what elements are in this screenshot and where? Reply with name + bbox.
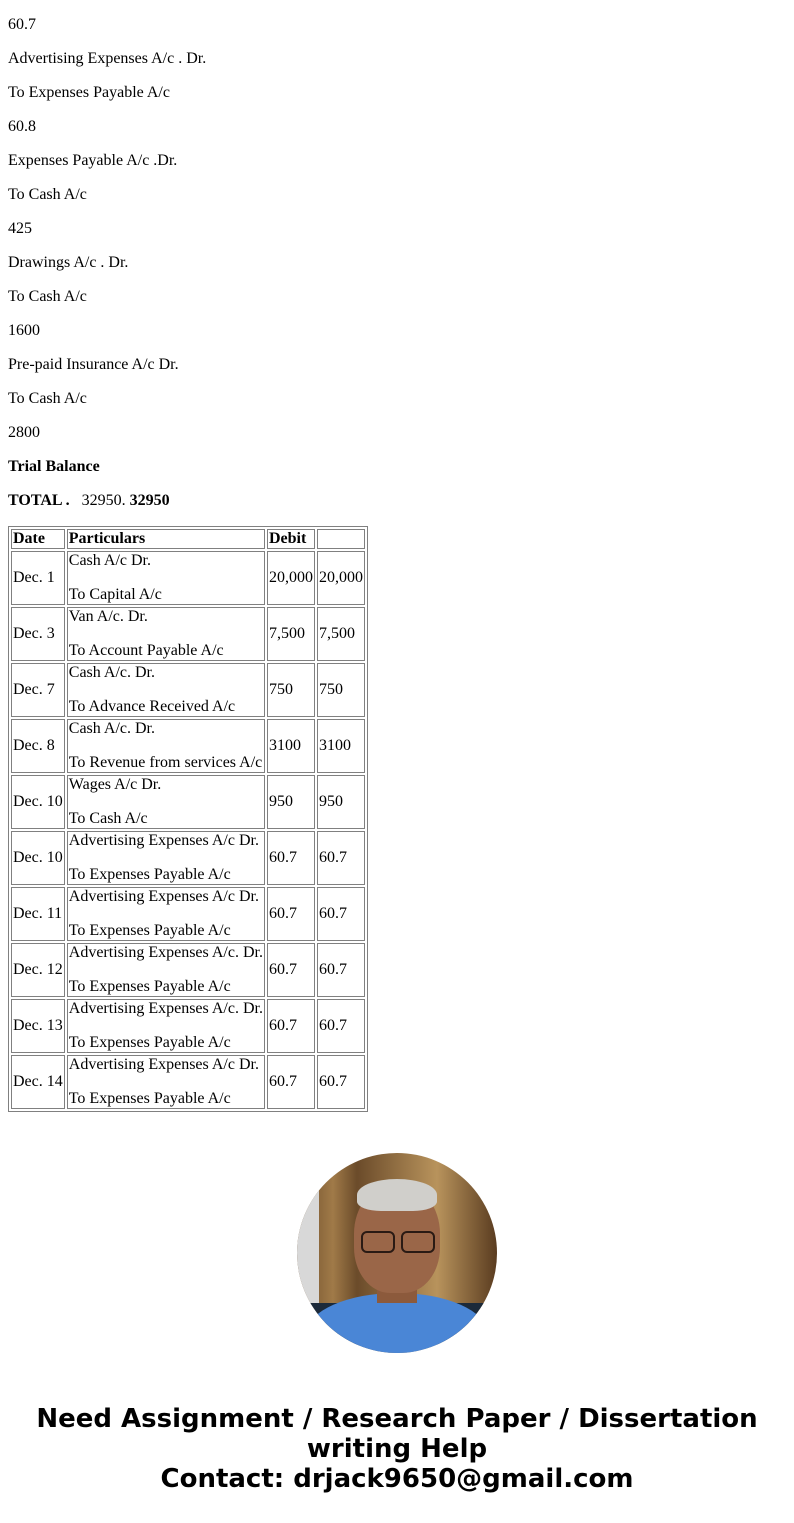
table-row bbox=[11, 719, 365, 773]
table-row bbox=[11, 831, 365, 885]
trial-balance-heading: Trial Balance bbox=[8, 458, 100, 475]
cell-debit: 60.7 bbox=[267, 887, 315, 941]
cell-date: Dec. 13 bbox=[11, 999, 65, 1053]
particulars-debit-account: Advertising Expenses A/c Dr. bbox=[68, 888, 259, 905]
header-date: Date bbox=[11, 529, 65, 549]
particulars-debit-account: Cash A/c. Dr. bbox=[68, 720, 155, 737]
cell-date: Dec. 3 bbox=[11, 607, 65, 661]
cell-date: Dec. 8 bbox=[11, 719, 65, 773]
footer-contact[interactable]: Contact: drjack9650@gmail.com bbox=[160, 1464, 634, 1494]
entry-line: Drawings A/c . Dr. bbox=[8, 254, 129, 271]
particulars-debit-account: Advertising Expenses A/c Dr. bbox=[68, 1056, 259, 1073]
total-credit: 32950 bbox=[129, 492, 170, 509]
table-row bbox=[11, 943, 365, 997]
header-debit: Debit bbox=[267, 529, 315, 549]
cell-debit: 3100 bbox=[267, 719, 315, 773]
cell-particulars bbox=[67, 887, 265, 941]
particulars-credit-account: To Expenses Payable A/c bbox=[68, 1034, 231, 1051]
table-header-row bbox=[11, 529, 365, 549]
journal-entries bbox=[8, 0, 786, 458]
cell-credit: 60.7 bbox=[317, 1055, 365, 1109]
cell-credit: 60.7 bbox=[317, 999, 365, 1053]
particulars-debit-account: Cash A/c Dr. bbox=[68, 552, 151, 569]
cell-date: Dec. 12 bbox=[11, 943, 65, 997]
trial-balance-total bbox=[8, 492, 786, 526]
entry-line bbox=[8, 0, 786, 16]
entry-line: Pre-paid Insurance A/c Dr. bbox=[8, 356, 179, 373]
cell-date: Dec. 1 bbox=[11, 551, 65, 605]
cell-credit: 60.7 bbox=[317, 887, 365, 941]
total-debit: 32950. bbox=[81, 492, 126, 509]
particulars-credit-account: To Expenses Payable A/c bbox=[68, 922, 231, 939]
cell-particulars bbox=[67, 719, 265, 773]
particulars-debit-account: Cash A/c. Dr. bbox=[68, 664, 155, 681]
table-row bbox=[11, 663, 365, 717]
particulars-credit-account: To Expenses Payable A/c bbox=[68, 1090, 231, 1107]
journal-table bbox=[8, 526, 368, 1112]
cell-debit: 60.7 bbox=[267, 831, 315, 885]
footer-line-2: writing Help bbox=[306, 1434, 488, 1464]
cell-particulars bbox=[67, 607, 265, 661]
table-row bbox=[11, 887, 365, 941]
entry-line: To Expenses Payable A/c bbox=[8, 84, 170, 101]
contact-footer bbox=[0, 1404, 794, 1494]
cell-date: Dec. 10 bbox=[11, 831, 65, 885]
cell-date: Dec. 10 bbox=[11, 775, 65, 829]
cell-debit: 20,000 bbox=[267, 551, 315, 605]
cell-particulars bbox=[67, 999, 265, 1053]
particulars-debit-account: Advertising Expenses A/c. Dr. bbox=[68, 944, 263, 961]
cell-particulars bbox=[67, 663, 265, 717]
particulars-debit-account: Van A/c. Dr. bbox=[68, 608, 148, 625]
cell-debit: 60.7 bbox=[267, 943, 315, 997]
table-row bbox=[11, 607, 365, 661]
table-row bbox=[11, 1055, 365, 1109]
cell-credit: 20,000 bbox=[317, 551, 365, 605]
particulars-credit-account: To Capital A/c bbox=[68, 586, 162, 603]
header-particulars: Particulars bbox=[67, 529, 265, 549]
cell-credit: 3100 bbox=[317, 719, 365, 773]
particulars-credit-account: To Cash A/c bbox=[68, 810, 148, 827]
cell-credit: 60.7 bbox=[317, 831, 365, 885]
cell-date: Dec. 14 bbox=[11, 1055, 65, 1109]
cell-debit: 60.7 bbox=[267, 999, 315, 1053]
cell-particulars bbox=[67, 775, 265, 829]
cell-date: Dec. 7 bbox=[11, 663, 65, 717]
particulars-debit-account: Advertising Expenses A/c Dr. bbox=[68, 832, 259, 849]
entry-line: 1600 bbox=[8, 322, 40, 339]
table-row bbox=[11, 551, 365, 605]
total-label: TOTAL . bbox=[8, 492, 70, 509]
cell-debit: 950 bbox=[267, 775, 315, 829]
entry-line: 2800 bbox=[8, 424, 40, 441]
cell-particulars bbox=[67, 1055, 265, 1109]
particulars-credit-account: To Revenue from services A/c bbox=[68, 754, 263, 771]
particulars-debit-account: Advertising Expenses A/c. Dr. bbox=[68, 1000, 263, 1017]
particulars-credit-account: To Advance Received A/c bbox=[68, 698, 236, 715]
table-row bbox=[11, 999, 365, 1053]
cell-credit: 950 bbox=[317, 775, 365, 829]
entry-line: To Cash A/c bbox=[8, 288, 87, 305]
cell-credit: 750 bbox=[317, 663, 365, 717]
cell-particulars bbox=[67, 943, 265, 997]
footer-line-1: Need Assignment / Research Paper / Dissertation bbox=[36, 1404, 758, 1434]
particulars-credit-account: To Account Payable A/c bbox=[68, 642, 224, 659]
cell-credit: 60.7 bbox=[317, 943, 365, 997]
entry-line: 425 bbox=[8, 220, 32, 237]
cell-debit: 750 bbox=[267, 663, 315, 717]
particulars-credit-account: To Expenses Payable A/c bbox=[68, 866, 231, 883]
entry-line: 60.7 bbox=[8, 16, 36, 33]
table-row bbox=[11, 775, 365, 829]
cell-credit: 7,500 bbox=[317, 607, 365, 661]
particulars-debit-account: Wages A/c Dr. bbox=[68, 776, 162, 793]
header-credit bbox=[317, 529, 365, 549]
entry-line: Advertising Expenses A/c . Dr. bbox=[8, 50, 207, 67]
avatar bbox=[297, 1153, 497, 1353]
cell-debit: 60.7 bbox=[267, 1055, 315, 1109]
cell-debit: 7,500 bbox=[267, 607, 315, 661]
cell-date: Dec. 11 bbox=[11, 887, 65, 941]
entry-line: Expenses Payable A/c .Dr. bbox=[8, 152, 178, 169]
entry-line: To Cash A/c bbox=[8, 390, 87, 407]
entry-line: 60.8 bbox=[8, 118, 36, 135]
author-photo bbox=[297, 1153, 497, 1353]
entry-line: To Cash A/c bbox=[8, 186, 87, 203]
table-body bbox=[11, 551, 365, 1109]
cell-particulars bbox=[67, 551, 265, 605]
cell-particulars bbox=[67, 831, 265, 885]
document-body bbox=[8, 0, 786, 1112]
particulars-credit-account: To Expenses Payable A/c bbox=[68, 978, 231, 995]
